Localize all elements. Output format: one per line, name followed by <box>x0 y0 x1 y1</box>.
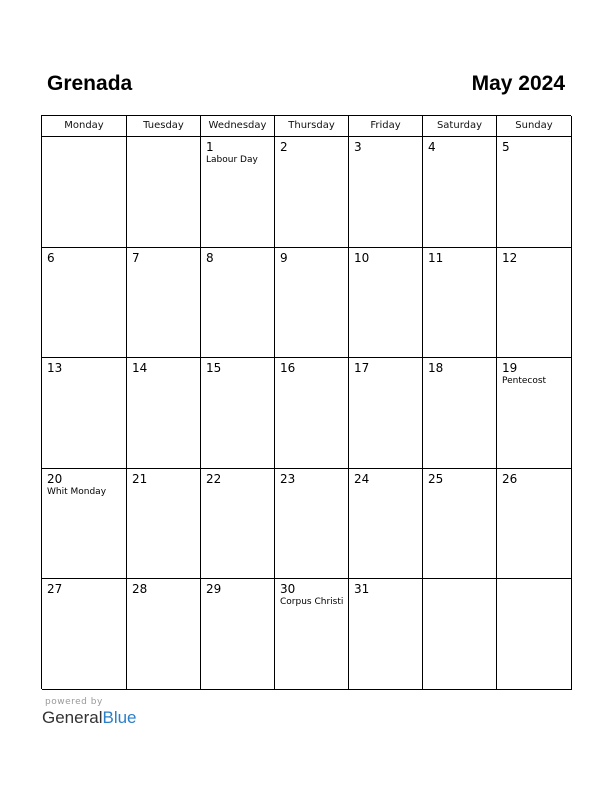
weekday-header-tuesday: Tuesday <box>127 116 201 137</box>
day-cell <box>423 579 497 690</box>
day-number: 24 <box>354 472 370 486</box>
day-cell <box>349 469 423 579</box>
weekday-header-thursday: Thursday <box>275 116 349 137</box>
day-cell <box>423 137 497 248</box>
day-cell <box>423 248 497 358</box>
day-cell <box>201 579 275 690</box>
day-cell <box>201 469 275 579</box>
day-cell <box>349 137 423 248</box>
calendar-title-country: Grenada <box>47 72 133 95</box>
holiday-label: Pentecost <box>502 376 547 386</box>
day-cell <box>127 358 201 469</box>
weekday-header-monday: Monday <box>42 116 127 137</box>
day-number: 12 <box>502 251 518 265</box>
day-number: 13 <box>47 361 63 375</box>
calendar-grid <box>41 115 571 689</box>
day-cell <box>201 248 275 358</box>
day-cell <box>275 248 349 358</box>
day-number: 21 <box>132 472 148 486</box>
day-number: 4 <box>428 140 436 154</box>
day-cell <box>497 358 572 469</box>
day-cell <box>42 358 127 469</box>
day-cell <box>497 579 572 690</box>
day-number: 30 <box>280 582 296 596</box>
generalblue-logo[interactable] <box>42 708 137 728</box>
day-cell <box>423 469 497 579</box>
weekday-header-wednesday: Wednesday <box>201 116 275 137</box>
day-cell <box>497 248 572 358</box>
day-cell <box>423 358 497 469</box>
day-number: 31 <box>354 582 370 596</box>
day-number: 19 <box>502 361 518 375</box>
holiday-label: Whit Monday <box>47 487 107 497</box>
day-number: 22 <box>206 472 222 486</box>
weekday-header-friday: Friday <box>349 116 423 137</box>
day-number: 29 <box>206 582 222 596</box>
day-number: 1 <box>206 140 214 154</box>
day-cell <box>127 579 201 690</box>
day-cell <box>42 137 127 248</box>
day-number: 2 <box>280 140 288 154</box>
day-number: 26 <box>502 472 518 486</box>
day-number: 28 <box>132 582 148 596</box>
day-cell <box>201 137 275 248</box>
day-cell <box>275 358 349 469</box>
day-number: 7 <box>132 251 140 265</box>
day-cell <box>42 469 127 579</box>
day-number: 23 <box>280 472 296 486</box>
day-number: 16 <box>280 361 296 375</box>
day-cell <box>127 137 201 248</box>
powered-by-label: powered by <box>45 697 103 707</box>
day-number: 11 <box>428 251 444 265</box>
day-cell <box>275 579 349 690</box>
day-number: 27 <box>47 582 63 596</box>
holiday-label: Corpus Christi <box>280 597 344 607</box>
day-cell <box>127 248 201 358</box>
day-number: 9 <box>280 251 288 265</box>
logo-text-general: General <box>42 708 103 727</box>
day-cell <box>201 358 275 469</box>
day-cell <box>497 137 572 248</box>
day-cell <box>275 469 349 579</box>
day-cell <box>42 248 127 358</box>
weekday-header-saturday: Saturday <box>423 116 497 137</box>
day-number: 18 <box>428 361 444 375</box>
day-number: 3 <box>354 140 362 154</box>
day-number: 20 <box>47 472 63 486</box>
day-number: 10 <box>354 251 370 265</box>
day-cell <box>349 248 423 358</box>
weekday-header-sunday: Sunday <box>497 116 572 137</box>
day-number: 14 <box>132 361 148 375</box>
calendar-title-month: May 2024 <box>471 72 565 95</box>
day-number: 17 <box>354 361 370 375</box>
day-cell <box>42 579 127 690</box>
day-cell <box>349 358 423 469</box>
day-cell <box>497 469 572 579</box>
day-number: 6 <box>47 251 55 265</box>
day-number: 15 <box>206 361 222 375</box>
day-number: 8 <box>206 251 214 265</box>
day-cell <box>127 469 201 579</box>
day-number: 25 <box>428 472 444 486</box>
day-number: 5 <box>502 140 510 154</box>
day-cell <box>349 579 423 690</box>
logo-text-blue: Blue <box>102 708 137 727</box>
holiday-label: Labour Day <box>206 155 258 165</box>
day-cell <box>275 137 349 248</box>
